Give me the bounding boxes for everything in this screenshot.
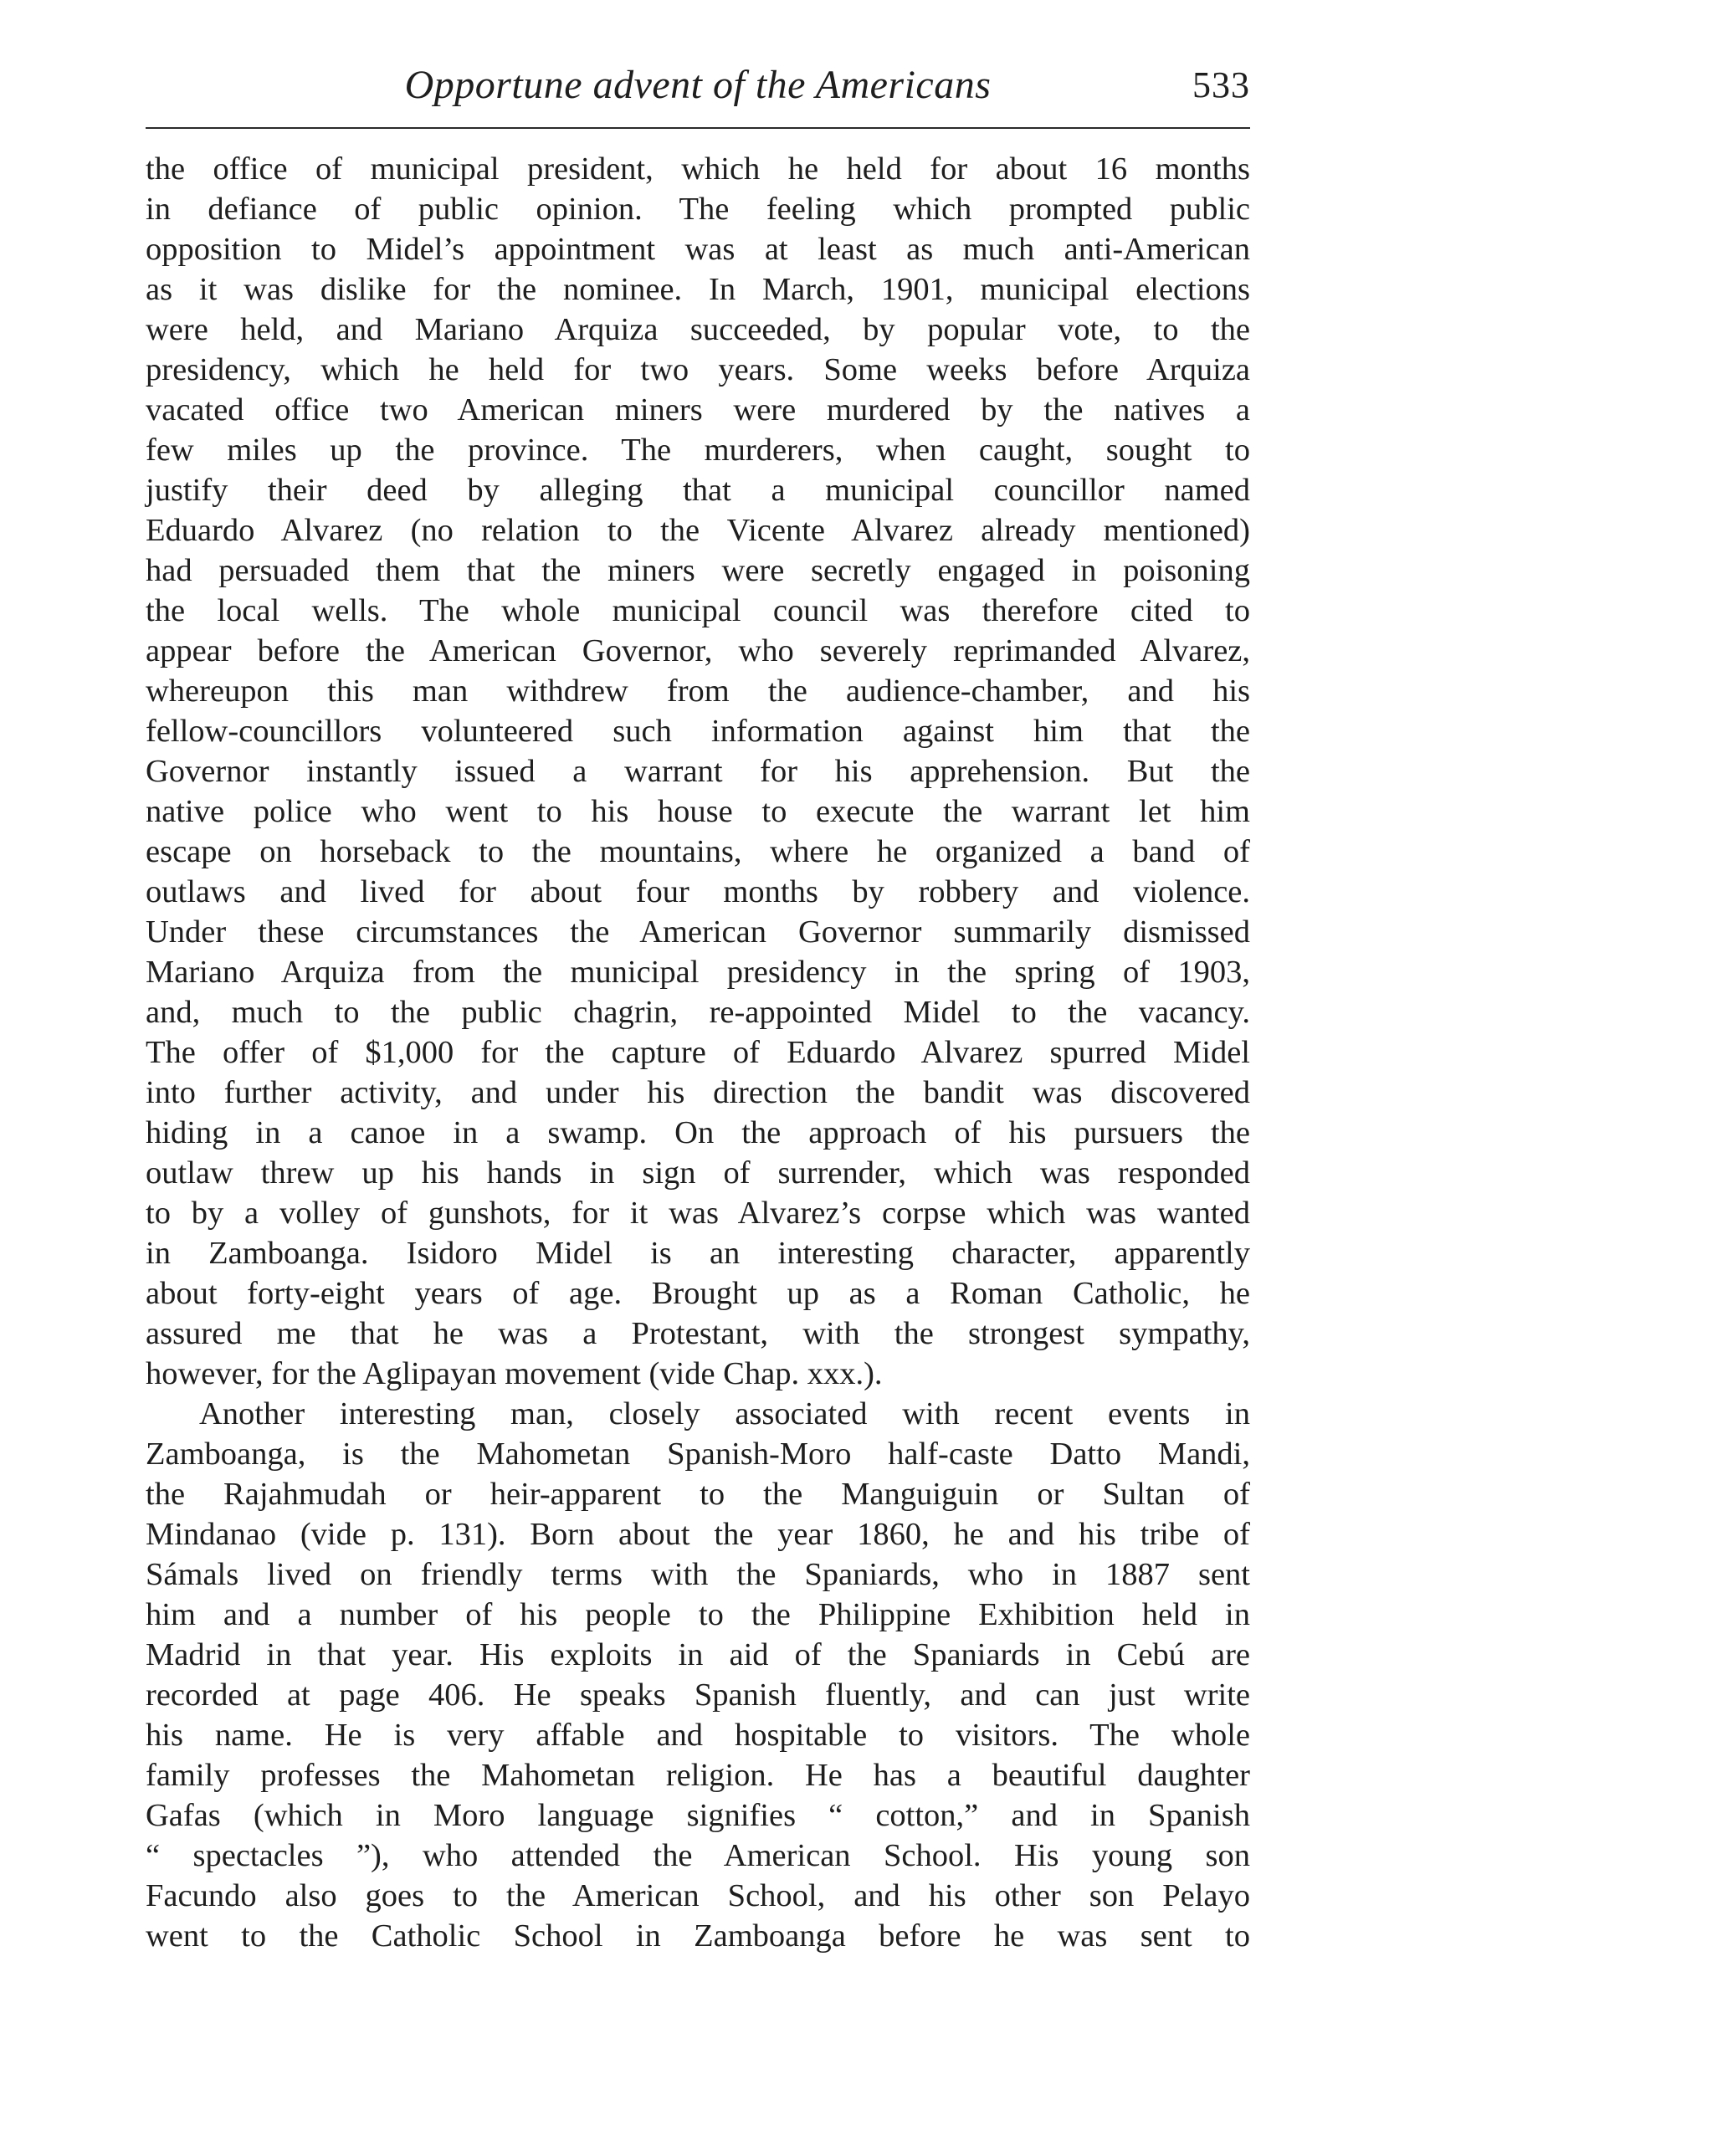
text-line: had persuaded them that the miners were secretly engaged in poisoning — [146, 553, 1250, 588]
header-rule — [146, 127, 1250, 129]
running-title: Opportune advent of the Americans — [404, 63, 992, 107]
paragraph-2 — [146, 1394, 1250, 1956]
text-line: in defiance of public opinion. The feeling which prompted public — [146, 192, 1250, 227]
text-line: went to the Catholic School in Zamboanga before he was sent to — [146, 1918, 1250, 1954]
text-line: Eduardo Alvarez (no relation to the Vicente Alvarez already mentioned) — [146, 513, 1250, 548]
text-line: Mariano Arquiza from the municipal presidency in the spring of 1903, — [146, 955, 1250, 990]
text-line: native police who went to his house to execute the warrant let him — [146, 794, 1250, 829]
text-line: however, for the Aglipayan movement (vide Chap. xxx.). — [146, 1356, 883, 1391]
text-line: into further activity, and under his direction the bandit was discovered — [146, 1075, 1250, 1110]
text-line: assured me that he was a Protestant, with the strongest sympathy, — [146, 1316, 1250, 1351]
text-line: the Rajahmudah or heir-apparent to the Manguiguin or Sultan of — [146, 1477, 1250, 1512]
text-line: vacated office two American miners were murdered by the natives a — [146, 392, 1250, 428]
text-line: as it was dislike for the nominee. In March, 1901, municipal elections — [146, 272, 1250, 307]
text-line: The offer of $1,000 for the capture of Eduardo Alvarez spurred Midel — [146, 1035, 1250, 1070]
text-line: Gafas (which in Moro language signifies “ cotton,” and in Spanish — [146, 1798, 1250, 1833]
text-line: recorded at page 406. He speaks Spanish fluently, and can just write — [146, 1677, 1250, 1713]
text-line: him and a number of his people to the Philippine Exhibition held in — [146, 1597, 1250, 1632]
text-line: to by a volley of gunshots, for it was Alvarez’s corpse which was wanted — [146, 1196, 1250, 1231]
text-line: few miles up the province. The murderers, when caught, sought to — [146, 433, 1250, 468]
text-line: his name. He is very affable and hospitable to visitors. The whole — [146, 1718, 1250, 1753]
text-line: Governor instantly issued a warrant for his apprehension. But the — [146, 754, 1250, 789]
text-line: Madrid in that year. His exploits in aid of the Spaniards in Cebú are — [146, 1637, 1250, 1672]
text-line: the local wells. The whole municipal council was therefore cited to — [146, 593, 1250, 628]
text-line: in Zamboanga. Isidoro Midel is an interesting character, apparently — [146, 1236, 1250, 1271]
text-line: “ spectacles ”), who attended the American School. His young son — [146, 1838, 1250, 1873]
text-line: presidency, which he held for two years. Some weeks before Arquiza — [146, 352, 1250, 387]
text-line: family professes the Mahometan religion. He has a beautiful daughter — [146, 1758, 1250, 1793]
text-line: Mindanao (vide p. 131). Born about the year 1860, he and his tribe of — [146, 1517, 1250, 1552]
text-line: whereupon this man withdrew from the audience-chamber, and his — [146, 673, 1250, 709]
text-line: escape on horseback to the mountains, where he organized a band of — [146, 834, 1250, 869]
text-line: Facundo also goes to the American School, and his other son Pelayo — [146, 1878, 1250, 1913]
text-line: fellow-councillors volunteered such information against him that the — [146, 714, 1250, 749]
text-line: Sámals lived on friendly terms with the Spaniards, who in 1887 sent — [146, 1557, 1250, 1592]
paragraph-1 — [146, 149, 1250, 1394]
text-line: Zamboanga, is the Mahometan Spanish-Moro half-caste Datto Mandi, — [146, 1436, 1250, 1472]
text-line: justify their deed by alleging that a municipal councillor named — [146, 473, 1250, 508]
text-line: outlaws and lived for about four months by robbery and violence. — [146, 874, 1250, 909]
text-line: outlaw threw up his hands in sign of surrender, which was responded — [146, 1155, 1250, 1191]
text-line: Under these circumstances the American Governor summarily dismissed — [146, 914, 1250, 950]
text-line: Another interesting man, closely associated with recent events in — [199, 1396, 1250, 1431]
text-line: and, much to the public chagrin, re-appointed Midel to the vacancy. — [146, 995, 1250, 1030]
text-line: the office of municipal president, which he held for about 16 months — [146, 151, 1250, 187]
body-text — [146, 149, 1250, 1956]
page-number: 533 — [1192, 64, 1250, 105]
text-line: appear before the American Governor, who severely reprimanded Alvarez, — [146, 633, 1250, 668]
text-line: opposition to Midel’s appointment was at least as much anti-American — [146, 232, 1250, 267]
text-line: about forty-eight years of age. Brought up as a Roman Catholic, he — [146, 1276, 1250, 1311]
page-header — [146, 59, 1250, 125]
text-line: were held, and Mariano Arquiza succeeded, by popular vote, to the — [146, 312, 1250, 347]
text-line: hiding in a canoe in a swamp. On the approach of his pursuers the — [146, 1115, 1250, 1150]
